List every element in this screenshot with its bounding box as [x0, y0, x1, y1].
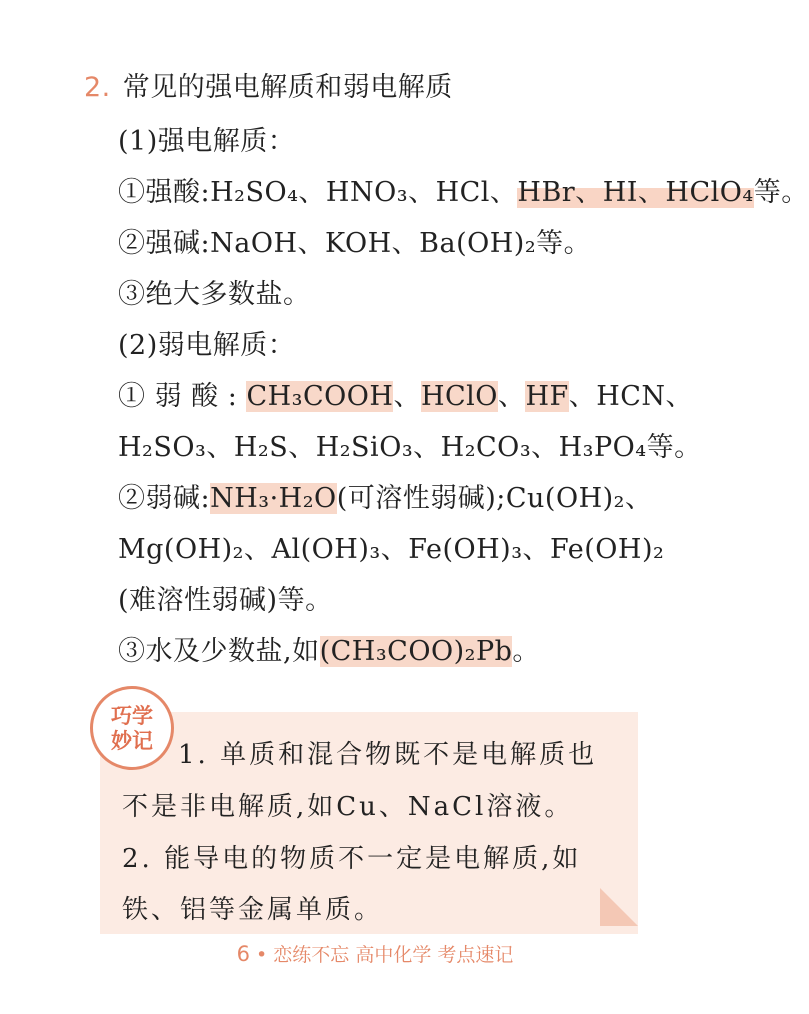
weak-acid-hf: HF: [525, 381, 569, 412]
tip-badge-line1: 巧学: [111, 704, 153, 728]
weak-acids-rest: 、HCN、: [568, 381, 694, 412]
strong-acids-suffix: 等。: [753, 177, 809, 208]
weak-acids-line: [118, 379, 693, 415]
page-number: 6: [236, 942, 250, 966]
strong-salts-line: ③绝大多数盐。: [118, 279, 311, 310]
weak-water-line: [118, 634, 540, 670]
strong-acids-line: [118, 175, 809, 211]
tip-badge-line2: 妙记: [111, 729, 153, 753]
section-title: 常见的强电解质和弱电解质: [122, 72, 453, 103]
weak-acid-acetic: CH₃COOH: [246, 381, 394, 412]
weak-water-highlight: (CH₃COO)₂Pb: [319, 636, 513, 667]
weak-bases-line3: (难溶性弱碱)等。: [118, 585, 333, 616]
footer-subtitle: 考点速记: [437, 944, 514, 966]
weak-bases-prefix: ②弱碱:: [118, 483, 211, 514]
tip-line2: 不是非电解质,如Cu、NaCl溶液。: [122, 792, 574, 822]
weak-bases-highlight: NH₃·H₂O: [210, 483, 337, 514]
weak-title: (2)弱电解质：: [118, 330, 296, 361]
weak-acid-hclo: HClO: [420, 381, 498, 412]
weak-acid-sep1: 、: [393, 381, 421, 412]
section-number: 2.: [84, 72, 111, 103]
strong-acids-prefix: ①强酸:: [118, 177, 211, 208]
weak-acid-sep2: 、: [497, 381, 526, 412]
weak-water-suffix: 。: [512, 636, 540, 667]
strong-acids-highlight: HBr、HI、HClO₄: [517, 177, 754, 208]
weak-bases-line2: Mg(OH)₂、Al(OH)₃、Fe(OH)₃、Fe(OH)₂: [118, 534, 665, 565]
page-footer: [0, 940, 750, 967]
footer-series: 恋练不忘: [273, 944, 350, 966]
tip-badge: [90, 686, 174, 770]
tip-box-corner: [600, 888, 638, 926]
footer-book: 高中化学: [355, 944, 432, 966]
footer-dot: •: [256, 944, 268, 966]
weak-acids-prefix: ① 弱 酸 :: [118, 381, 247, 412]
weak-bases-rest: (可溶性弱碱);Cu(OH)₂、: [336, 483, 653, 514]
strong-title: (1)强电解质：: [118, 126, 296, 157]
tip-line1: 1. 单质和混合物既不是电解质也: [178, 740, 598, 770]
tip-line4: 铁、铝等金属单质。: [122, 895, 384, 925]
weak-water-prefix: ③水及少数盐,如: [118, 636, 320, 667]
weak-bases-line: [118, 481, 653, 517]
tip-line3: 2. 能导电的物质不一定是电解质,如: [122, 844, 582, 874]
strong-bases-line: ②强碱:NaOH、KOH、Ba(OH)₂等。: [118, 228, 592, 259]
weak-acids-line2: H₂SO₃、H₂S、H₂SiO₃、H₂CO₃、H₃PO₄等。: [118, 432, 702, 463]
section-heading: [84, 70, 453, 106]
strong-acids-plain: H₂SO₄、HNO₃、HCl、: [210, 177, 518, 208]
